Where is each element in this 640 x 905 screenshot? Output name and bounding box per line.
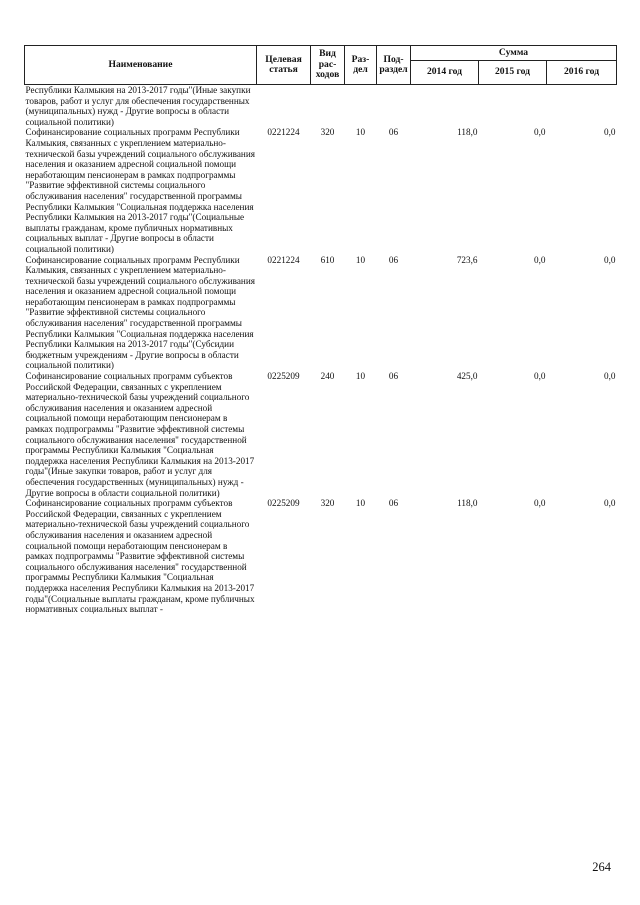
row-sum-2015: 0,0: [534, 254, 546, 265]
row-sum-2016: [547, 85, 617, 128]
row-name: Республики Калмыкия на 2013-2017 годы"(Иные закупки товаров, работ и услуг для обеспечения государственных (муниципальных) нужд - Другие вопросы в области социальной политики): [25, 85, 251, 127]
row-section: 10: [355, 371, 366, 382]
row-sum-2014: 118,0: [457, 498, 478, 509]
row-sum-2015: [479, 85, 547, 128]
row-sum-2014: [411, 85, 479, 128]
row-sum-2015: 0,0: [534, 498, 546, 509]
row-sum-2014: 425,0: [456, 371, 478, 382]
header-name: Наименование: [25, 46, 257, 85]
row-subsection: 06: [388, 498, 399, 509]
table-header: [25, 46, 617, 85]
table-row: [25, 127, 617, 254]
row-kind: 320: [320, 127, 335, 138]
row-target-code: 0221224: [267, 127, 300, 138]
page-number: 264: [592, 860, 611, 874]
header-2014: 2014 год: [411, 61, 479, 85]
row-section: 10: [355, 498, 366, 509]
row-section: [345, 85, 377, 128]
row-section: 10: [355, 127, 366, 138]
table-row: [25, 255, 617, 372]
row-target-code: 0225209: [267, 371, 300, 382]
table-row: [25, 371, 617, 498]
header-section: Раз-дел: [345, 46, 377, 85]
row-subsection: [377, 85, 411, 128]
row-sum-2016: 0,0: [604, 127, 616, 138]
budget-table: [24, 45, 617, 615]
header-sum: Сумма: [411, 46, 617, 61]
header-target: Целевая статья: [257, 46, 311, 85]
table-body: [25, 85, 617, 615]
row-subsection: 06: [388, 254, 399, 265]
row-name: Софинансирование социальных программ Республики Калмыкия, связанных с укреплением материально-технической базы учреждений социального обслуживания населения и оказанием адресной социальной помощи неработающим пенсионерам в рамках подпрограммы "Развитие эффективной системы социального обслуживания населения" государственной программы Республики Калмыкия "Социальная поддержка населения Республики Калмыкия на 2013-2017 годы"(Социальные выплаты гражданам, кроме публичных нормативных социальных выплат - Другие вопросы в области социальной политики): [25, 127, 255, 254]
row-kind: 610: [320, 254, 335, 265]
row-sum-2016: 0,0: [604, 498, 616, 509]
header-subsection: Под-раздел: [377, 46, 411, 85]
row-kind: [311, 85, 345, 128]
row-section: 10: [355, 254, 366, 265]
row-target-code: 0221224: [267, 254, 300, 265]
row-subsection: 06: [388, 127, 399, 138]
row-sum-2016: 0,0: [604, 371, 616, 382]
row-name: Софинансирование социальных программ Республики Калмыкия, связанных с укреплением материально-технической базы учреждений социального обслуживания населения и оказанием адресной социальной помощи неработающим пенсионерам в рамках подпрограммы "Развитие эффективной системы социального обслуживания населения" государственной программы Республики Калмыкия "Социальная поддержка населения Республики Калмыкия на 2013-2017 годы"(Субсидии бюджетным учреждениям - Другие вопросы в области социальной политики): [25, 254, 255, 371]
row-kind: 320: [320, 498, 335, 509]
row-sum-2014: 118,0: [457, 127, 478, 138]
table-row: [25, 498, 617, 615]
header-kind: Вид рас-ходов: [311, 46, 345, 85]
row-name: Софинансирование социальных программ субъектов Российской Федерации, связанных с укреплением материально-технической базы учреждений социального обслуживания населения и оказанием адресной социальной помощи неработающим пенсионерам в рамках подпрограммы "Развитие эффективной системы социального обслуживания населения" государственной программы Республики Калмыкия "Социальная поддержка населения Республики Калмыкия на 2013-2017 годы"(Иные закупки товаров, работ и услуг для обеспечения государственных (муниципальных) нужд - Другие вопросы в области социальной политики): [25, 371, 255, 498]
row-sum-2014: 723,6: [456, 254, 478, 265]
header-2016: 2016 год: [547, 61, 617, 85]
row-target-code: 0225209: [267, 498, 300, 509]
row-target-code: [257, 85, 311, 128]
row-name: Софинансирование социальных программ субъектов Российской Федерации, связанных с укреплением материально-технической базы учреждений социального обслуживания населения и оказанием адресной социальной помощи неработающим пенсионерам в рамках подпрограммы "Развитие эффективной системы социального обслуживания населения" государственной программы Республики Калмыкия "Социальная поддержка населения Республики Калмыкия на 2013-2017 годы"(Социальные выплаты гражданам, кроме публичных нормативных социальных выплат -: [25, 498, 255, 615]
row-sum-2015: 0,0: [534, 371, 546, 382]
header-2015: 2015 год: [479, 61, 547, 85]
row-subsection: 06: [388, 371, 399, 382]
row-sum-2016: 0,0: [604, 254, 616, 265]
row-sum-2015: 0,0: [534, 127, 546, 138]
row-kind: 240: [320, 371, 335, 382]
table-row: [25, 85, 617, 128]
